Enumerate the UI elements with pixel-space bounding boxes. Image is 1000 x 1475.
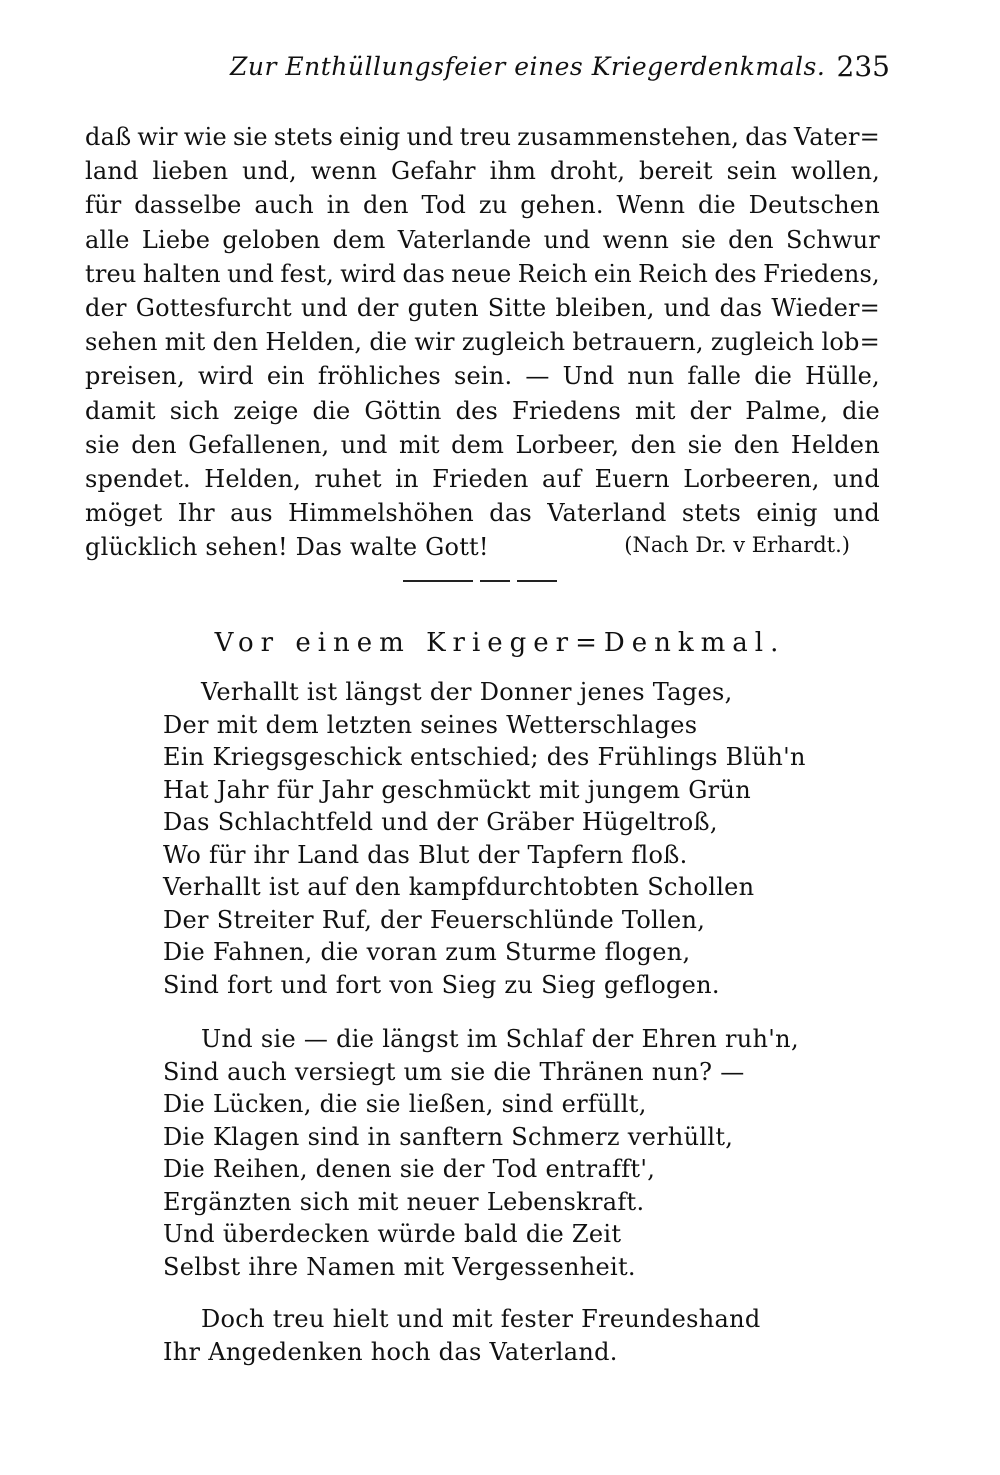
prose-word: Schwur (785, 225, 880, 254)
prose-word: alle (85, 225, 130, 254)
verse-line: Doch treu hielt und mit fester Freundeshand (201, 1305, 761, 1333)
prose-word: in (395, 464, 419, 493)
verse-line: Und überdecken würde bald die Zeit (163, 1220, 622, 1248)
prose-word: Friedens (512, 396, 621, 425)
prose-word: wenn (310, 157, 378, 186)
verse-line: Wo für ihr Land das Blut der Tapfern floß. (163, 840, 688, 869)
prose-line (85, 362, 880, 396)
prose-word: und (833, 499, 880, 528)
prose-word: den (728, 225, 774, 254)
prose-word: das (745, 123, 788, 151)
prose-word: Lorbeer, (515, 430, 620, 459)
prose-word: mit (399, 430, 440, 459)
prose-word: und (663, 293, 711, 322)
prose-word: die (369, 328, 408, 357)
prose-word: Wieder= (771, 293, 880, 322)
prose-word: stets (273, 123, 333, 151)
attribution: (Nach Dr. v Erhardt.) (624, 533, 850, 558)
prose-word: den (733, 430, 780, 459)
poem (163, 678, 843, 1392)
prose-word: gehen. (520, 191, 604, 220)
prose-word: einig (339, 123, 401, 151)
prose-line-text: glücklich sehen! Das walte Gott! (85, 533, 489, 562)
stanza-2 (163, 1025, 843, 1285)
prose-word: das (719, 293, 763, 322)
prose-word: aus (230, 499, 273, 528)
prose-word: bleiben, (555, 293, 655, 322)
prose-word: Tod (421, 191, 467, 220)
prose-word: zusammenstehen, (517, 123, 740, 151)
verse-line: Hat Jahr für Jahr geschmückt mit jungem Grün (163, 775, 751, 804)
prose-word: neue (451, 259, 512, 288)
prose-word: Göttin (364, 396, 442, 425)
prose-word: den (630, 430, 677, 459)
prose-word: betrauern, (572, 328, 704, 357)
prose-word: Hülle, (805, 362, 880, 391)
prose-word: der (356, 293, 399, 322)
verse-line: Ihr Angedenken hoch das Vaterland. (163, 1337, 618, 1366)
prose-word: fest, (280, 259, 334, 288)
verse-line: Die Klagen sind in sanftern Schmerz verhüllt, (163, 1122, 734, 1151)
stanza-1 (163, 678, 843, 1003)
prose-word: Sitte (487, 293, 547, 322)
prose-word: Himmelshöhen (288, 499, 474, 528)
prose-word: die (697, 191, 736, 220)
prose-word: und (406, 123, 454, 151)
prose-word: Friedens, (763, 259, 880, 288)
prose-word: sie (687, 430, 723, 459)
prose-word: den (363, 191, 409, 220)
prose-word: — (525, 362, 550, 391)
prose-word: der (85, 293, 127, 322)
prose-word: ein (593, 259, 632, 288)
prose-word: Gottesfurcht (135, 293, 292, 322)
prose-line (85, 294, 880, 328)
prose-word: Ihr (177, 499, 215, 528)
prose-word: geloben (222, 225, 321, 254)
prose-word: Liebe (141, 225, 211, 254)
prose-word: Vaterland (547, 499, 667, 528)
prose-line (85, 431, 880, 465)
prose-word: auch (254, 191, 314, 220)
prose-word: dem (332, 225, 386, 254)
prose-word: spendet. (85, 464, 191, 493)
prose-word: möget (85, 499, 163, 528)
prose-word: sein. (454, 362, 513, 391)
prose-line (85, 465, 880, 499)
prose-word: mit (164, 328, 206, 357)
prose-word: damit (85, 396, 156, 425)
prose-word: sein (726, 157, 778, 186)
prose-word: treu (459, 123, 512, 151)
verse-line: Der mit dem letzten seines Wetterschlages (163, 710, 698, 739)
verse-line: Sind fort und fort von Sieg zu Sieg geflogen. (163, 970, 720, 999)
prose-word: wir (414, 328, 455, 357)
verse-line: Der Streiter Ruf, der Feuerschlünde Tollen, (163, 905, 706, 934)
prose-line (85, 157, 880, 191)
prose-word: Palme, (745, 396, 829, 425)
verse-line: Die Reihen, denen sie der Tod entrafft', (163, 1155, 656, 1183)
prose-word: den (131, 430, 177, 459)
running-title: Zur Enthüllungsfeier eines Kriegerdenkmals. (230, 52, 826, 81)
prose-line (85, 123, 880, 157)
prose-word: nun (627, 362, 675, 391)
prose-line (85, 260, 880, 294)
prose-paragraph (85, 123, 880, 567)
prose-word: zu (478, 191, 508, 220)
prose-line (85, 328, 880, 362)
prose-word: lob= (821, 328, 880, 357)
prose-word: und (543, 225, 591, 254)
prose-word: zeige (233, 396, 299, 425)
prose-line (85, 226, 880, 260)
verse-line: Verhallt ist auf den kampfdurchtobten Schollen (163, 873, 755, 901)
prose-word: die (842, 396, 880, 425)
prose-word: wollen, (790, 157, 880, 186)
prose-word: auf (541, 464, 582, 493)
prose-word: und (833, 464, 880, 493)
prose-word: Reich (638, 259, 709, 288)
prose-word: Und (562, 362, 615, 391)
prose-word: Gefallenen, (188, 430, 330, 459)
prose-last-line (85, 533, 880, 567)
section-divider (403, 580, 557, 582)
prose-word: und (340, 430, 388, 459)
prose-word: einig (756, 499, 818, 528)
prose-word: zugleich (710, 328, 815, 357)
prose-word: wenn (602, 225, 670, 254)
prose-word: sie (681, 225, 717, 254)
prose-word: und (300, 293, 348, 322)
prose-word: das (402, 259, 446, 288)
prose-word: wie (183, 123, 227, 151)
prose-word: Helden, (265, 328, 363, 357)
verse-line: Die Fahnen, die voran zum Sturme flogen, (163, 938, 691, 966)
stanza-3 (163, 1305, 843, 1370)
prose-word: droht, (549, 157, 626, 186)
prose-word: dasselbe (134, 191, 242, 220)
prose-word: in (326, 191, 351, 220)
prose-word: des (455, 396, 499, 425)
prose-word: wird (197, 362, 254, 391)
prose-word: Helden, (204, 464, 302, 493)
prose-word: den (212, 328, 259, 357)
prose-word: und (227, 259, 275, 288)
prose-word: Helden (790, 430, 880, 459)
prose-word: sehen (85, 328, 158, 357)
prose-word: stets (681, 499, 742, 528)
prose-word: des (714, 259, 757, 288)
verse-line: Die Lücken, die sie ließen, sind erfüllt, (163, 1090, 647, 1118)
prose-word: lieben (152, 157, 229, 186)
prose-word: und, (242, 157, 297, 186)
prose-word: ihm (489, 157, 537, 186)
prose-word: ruhet (314, 464, 382, 493)
prose-word: sie (232, 123, 268, 151)
page-header (80, 52, 910, 92)
verse-line: Selbst ihre Namen mit Vergessenheit. (163, 1252, 636, 1281)
prose-line (85, 499, 880, 533)
verse-line: Verhallt ist längst der Donner jenes Tages, (201, 678, 733, 706)
prose-word: ein (266, 362, 305, 391)
poem-title: Vor einem Krieger=Denkmal. (214, 628, 786, 658)
prose-word: treu (85, 259, 137, 288)
verse-line: Ergänzten sich mit neuer Lebenskraft. (163, 1187, 645, 1216)
prose-word: Euern (594, 464, 670, 493)
prose-word: halten (142, 259, 221, 288)
prose-word: Deutschen (748, 191, 880, 220)
prose-word: der (689, 396, 732, 425)
prose-word: zugleich (461, 328, 566, 357)
prose-word: land (85, 157, 139, 186)
prose-word: sie (85, 430, 120, 459)
prose-word: daß (85, 123, 132, 151)
prose-word: Lorbeeren, (683, 464, 820, 493)
prose-word: die (312, 396, 351, 425)
prose-line (85, 191, 880, 225)
prose-word: für (85, 191, 122, 220)
prose-word: guten (407, 293, 479, 322)
prose-word: Frieden (432, 464, 529, 493)
prose-word: bereit (639, 157, 713, 186)
prose-word: Vaterlande (397, 225, 532, 254)
verse-line: Und sie — die längst im Schlaf der Ehren ruh'n, (201, 1025, 799, 1053)
prose-word: Vater= (793, 123, 880, 151)
prose-word: preisen, (85, 362, 185, 391)
verse-line: Sind auch versiegt um sie die Thränen nun? — (163, 1057, 745, 1086)
prose-word: falle (687, 362, 742, 391)
prose-word: fröhliches (317, 362, 441, 391)
prose-word: mit (634, 396, 676, 425)
prose-word: wir (137, 123, 178, 151)
prose-word: Wenn (616, 191, 686, 220)
page-number: 235 (836, 50, 890, 83)
prose-line (85, 397, 880, 431)
prose-word: dem (451, 430, 505, 459)
prose-word: Reich (517, 259, 588, 288)
prose-word: sich (169, 396, 220, 425)
verse-line: Ein Kriegsgeschick entschied; des Frühlings Blüh'n (163, 743, 806, 771)
prose-word: Gefahr (391, 157, 476, 186)
prose-word: wird (340, 259, 397, 288)
verse-line: Das Schlachtfeld und der Gräber Hügeltroß, (163, 808, 718, 836)
prose-word: das (489, 499, 532, 528)
prose-word: die (754, 362, 793, 391)
